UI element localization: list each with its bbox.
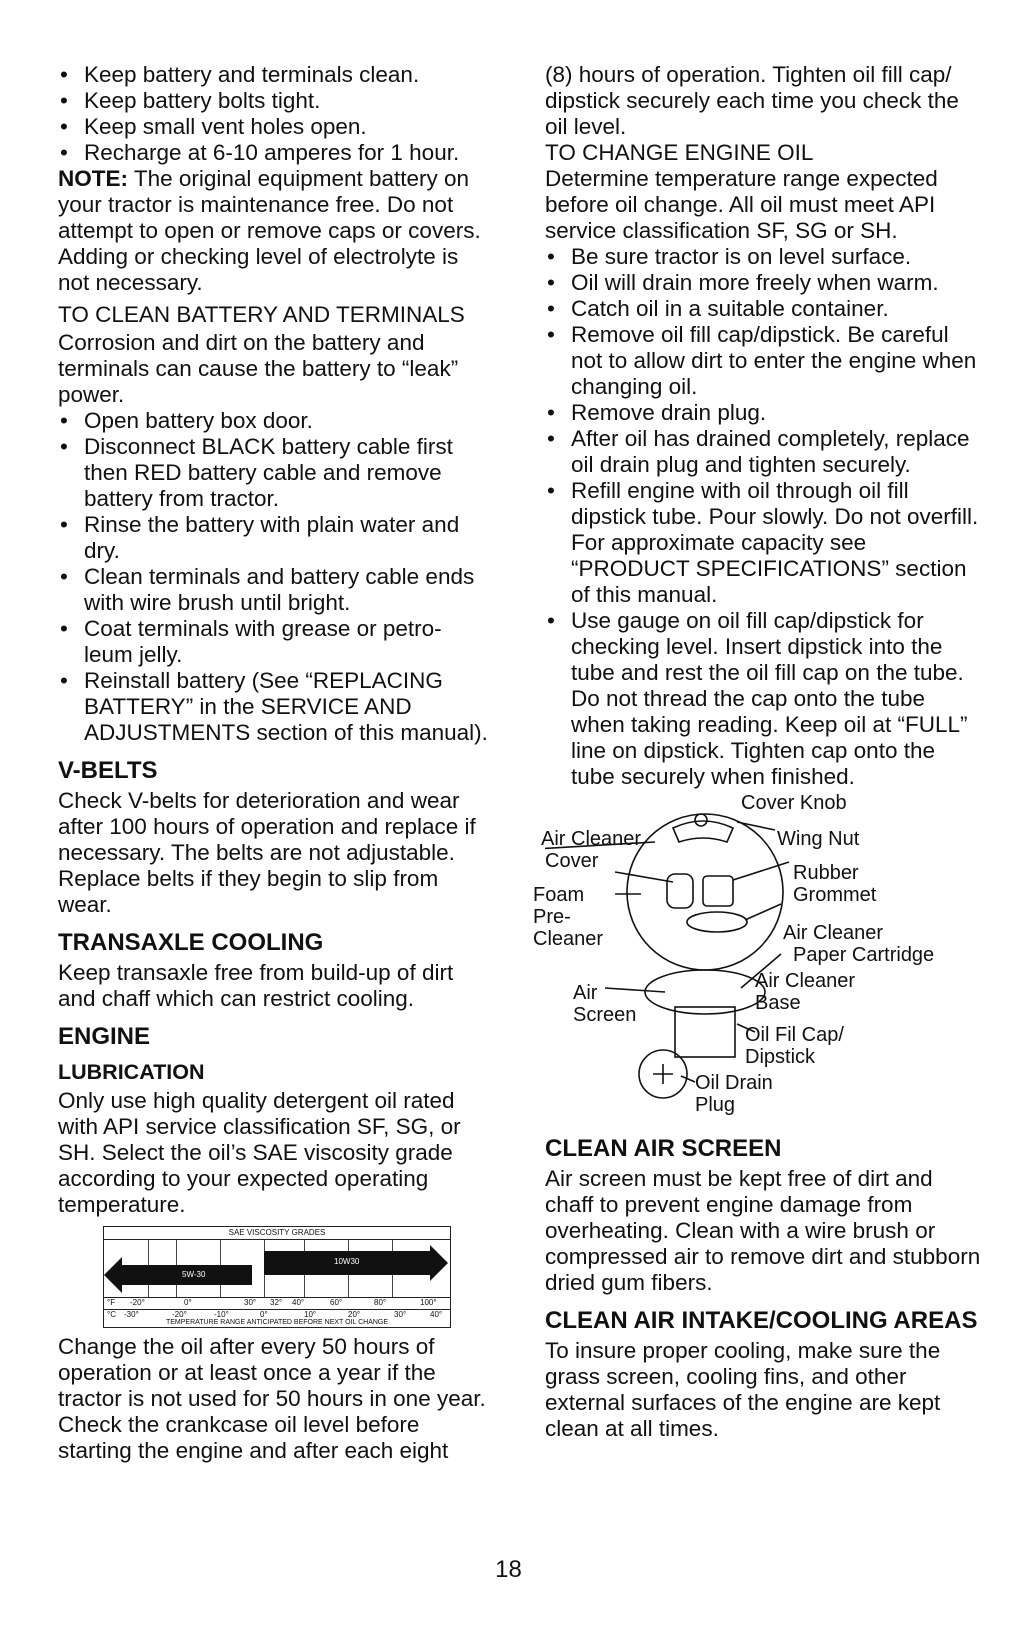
list-item: • Clean terminals and battery cable ends with wire brush until bright. — [58, 564, 490, 616]
f-tick: 100° — [420, 1298, 437, 1307]
transaxle-heading: TRANSAXLE COOLING — [58, 929, 324, 956]
intake-heading: CLEAN AIR INTAKE/COOLING AREAS — [545, 1307, 978, 1334]
label-rubber-grommet: Rubber — [793, 862, 859, 884]
c-tick: 40° — [430, 1310, 443, 1319]
list-item: • Refill engine with oil through oil fill dipstick tube. Pour slowly. Do not overfill. For approximate capacity see “PRODUCT SPECIFICATIONS” section of this manual. — [545, 478, 985, 608]
label-cover-knob: Cover Knob — [741, 792, 847, 814]
lubrication-heading: LUBRICATION — [58, 1060, 205, 1084]
f-tick: -20° — [130, 1298, 145, 1307]
note-label: NOTE: — [58, 166, 128, 191]
transaxle-text: Keep transaxle free from build-up of dirt and chaff which can restrict cooling. — [58, 960, 454, 1011]
vbelts-text: Check V-belts for deterioration and wear after 100 hours of operation and replace if necessary. The belts are not adjustable. Replace belts if they begin to slip from wear. — [58, 788, 476, 917]
list-item: • Oil will drain more freely when warm. — [545, 270, 985, 296]
left-column — [58, 62, 490, 1464]
list-item: • Keep small vent holes open. — [58, 114, 490, 140]
continued-text: (8) hours of operation. Tighten oil fill cap/ dipstick securely each time you check the oil level. — [545, 62, 959, 139]
f-tick: 30° — [244, 1298, 257, 1307]
grade2-label: 10W30 — [334, 1257, 360, 1266]
list-item: • Reinstall battery (See “REPLACING BATTERY” in the SERVICE AND ADJUSTMENTS section of this manual). — [58, 668, 490, 746]
c-tick: -20° — [172, 1310, 187, 1319]
change-oil-text: Change the oil after every 50 hours of operation or at least once a year if the tractor is not used for 50 hours in one year. — [58, 1334, 486, 1411]
grade1-label: 5W-30 — [182, 1270, 206, 1279]
label-rubber-grommet-2: Grommet — [793, 884, 877, 906]
label-air-screen-2: Screen — [573, 1004, 637, 1026]
c-tick: -10° — [214, 1310, 229, 1319]
battery-care-list — [58, 62, 490, 166]
list-item: • Catch oil in a suitable container. — [545, 296, 985, 322]
check-oil-text: Check the crankcase oil level before starting the engine and after each eight — [58, 1412, 449, 1463]
viscosity-chart-title: SAE VISCOSITY GRADES — [228, 1228, 326, 1237]
label-air-cleaner-base: Air Cleaner — [755, 970, 856, 992]
c-tick: 20° — [348, 1310, 361, 1319]
list-item: • Keep battery bolts tight. — [58, 88, 490, 114]
viscosity-chart-footer: TEMPERATURE RANGE ANTICIPATED BEFORE NEXT OIL CHANGE — [165, 1319, 389, 1326]
list-item: • After oil has drained completely, replace oil drain plug and tighten securely. — [545, 426, 985, 478]
label-air-cleaner-base-2: Base — [755, 992, 801, 1014]
list-item: • Use gauge on oil fill cap/dipstick for checking level. Insert dipstick into the tube and rest the oil fill cap on the tube. Do not thread the cap onto the tube when taking reading. Keep oil at “FULL” line on dipstick. Tighten cap onto the tube securely when finished. — [545, 608, 985, 790]
vbelts-heading: V-BELTS — [58, 757, 158, 784]
lubrication-text: Only use high quality detergent oil rated with API service classification SF, SG, or SH. Select the oil’s SAE viscosity grade according to your expected operating temperature. — [58, 1088, 461, 1217]
list-item: • Rinse the battery with plain water and dry. — [58, 512, 490, 564]
label-oil-fill-cap: Oil Fil Cap/ — [745, 1024, 844, 1046]
air-cleaner-figure — [533, 792, 985, 1122]
grade2-arrow-icon — [430, 1245, 448, 1281]
label-paper-cartridge: Air Cleaner — [783, 922, 884, 944]
clean-battery-heading: TO CLEAN BATTERY AND TERMINALS — [58, 302, 465, 327]
label-oil-fill-cap-2: Dipstick — [745, 1046, 816, 1068]
c-tick: 10° — [304, 1310, 317, 1319]
air-cleaner-cover-shape — [673, 821, 733, 842]
label-air-cleaner-cover: Air Cleaner — [541, 828, 642, 850]
label-air-cleaner-cover-2: Cover — [545, 850, 599, 872]
paper-cartridge-shape — [687, 912, 747, 932]
label-air-screen: Air — [573, 982, 598, 1004]
change-oil-heading: TO CHANGE ENGINE OIL — [545, 140, 814, 165]
viscosity-chart — [103, 1226, 451, 1328]
f-tick: 40° — [292, 1298, 305, 1307]
list-item: • Keep battery and terminals clean. — [58, 62, 490, 88]
list-item: • Remove oil fill cap/dipstick. Be careful not to allow dirt to enter the engine when changing oil. — [545, 322, 985, 400]
list-item: • Recharge at 6-10 amperes for 1 hour. — [58, 140, 490, 166]
air-screen-heading: CLEAN AIR SCREEN — [545, 1135, 782, 1162]
f-tick: 60° — [330, 1298, 343, 1307]
page-number: 18 — [495, 1556, 522, 1583]
list-item: • Open battery box door. — [58, 408, 490, 434]
cover-knob-shape — [695, 814, 707, 826]
f-tick: 80° — [374, 1298, 387, 1307]
list-item: • Disconnect BLACK battery cable first then RED battery cable and remove battery from tractor. — [58, 434, 490, 512]
air-screen-text: Air screen must be kept free of dirt and chaff to prevent engine damage from overheating. Clean with a wire brush or compressed air to remove dirt and stubborn dried gum fibers. — [545, 1166, 981, 1295]
f-unit: °F — [107, 1298, 116, 1307]
right-column — [533, 62, 985, 1442]
c-tick: 30° — [394, 1310, 407, 1319]
intake-text: To insure proper cooling, make sure the grass screen, cooling fins, and other external surfaces of the engine are kept clean at all times. — [545, 1338, 941, 1441]
c-tick: -30° — [124, 1310, 139, 1319]
c-unit: °C — [107, 1310, 116, 1319]
clean-battery-intro: Corrosion and dirt on the battery and terminals can cause the battery to “leak” power. — [58, 330, 459, 407]
list-item: • Coat terminals with grease or petro-leum jelly. — [58, 616, 490, 668]
foam-precleaner-shape — [667, 874, 693, 908]
label-wing-nut: Wing Nut — [777, 828, 860, 850]
label-foam-precleaner: Foam — [533, 884, 585, 906]
change-oil-intro: Determine temperature range expected before oil change. All oil must meet API service classification SF, SG or SH. — [545, 166, 938, 243]
c-tick: 0° — [260, 1310, 268, 1319]
clean-battery-steps — [58, 408, 490, 746]
f-tick: 32° — [270, 1298, 283, 1307]
change-oil-steps — [545, 244, 985, 790]
label-oil-drain-plug: Oil Drain — [695, 1072, 773, 1094]
note-text: The original equipment battery on your tractor is maintenance free. Do not attempt to open or remove caps or covers. Adding or checking level of electrolyte is not necessary. — [58, 166, 481, 295]
list-item: • Be sure tractor is on level surface. — [545, 244, 985, 270]
label-foam-precleaner-2: Pre- — [533, 906, 571, 928]
f-tick: 0° — [184, 1298, 192, 1307]
engine-heading: ENGINE — [58, 1023, 151, 1050]
label-foam-precleaner-3: Cleaner — [533, 928, 604, 950]
label-oil-drain-plug-2: Plug — [695, 1094, 736, 1116]
label-paper-cartridge-2: Paper Cartridge — [793, 944, 935, 966]
grommet-shape — [703, 876, 733, 906]
list-item: • Remove drain plug. — [545, 400, 985, 426]
battery-note — [58, 166, 490, 296]
